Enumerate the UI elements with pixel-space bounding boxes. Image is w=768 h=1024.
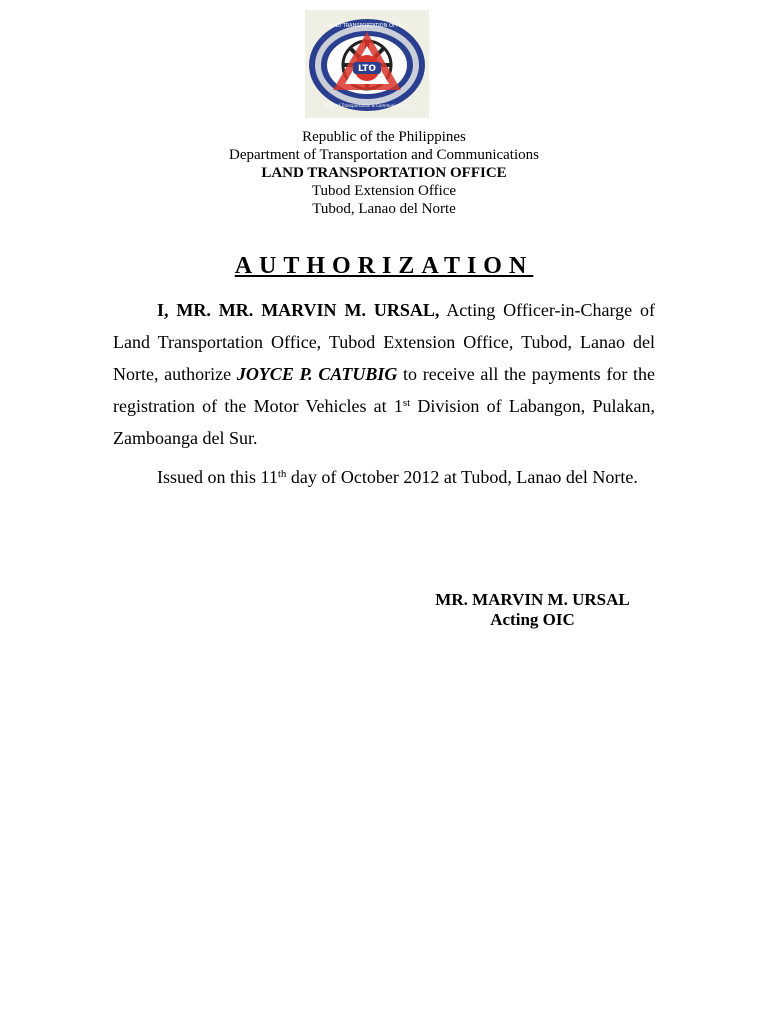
paragraph1-text-b: to receive all the payments for the registration of the Motor Vehicles at 1 — [113, 364, 656, 416]
logo-center-text: LTO — [357, 64, 377, 74]
title-text: AUTHORIZATION — [234, 253, 534, 279]
logo-bottom-ring-text: Dept. of Transportation & Communications — [324, 103, 410, 108]
header-office: LAND TRANSPORTATION OFFICE — [261, 165, 507, 181]
header-location: Tubod, Lanao del Norte — [312, 201, 456, 217]
paragraph1-text-a: Acting Officer-in-Charge of Land Transportation Office, Tubod Extension Office, Tubod, Lanao del Norte, authorize — [113, 300, 655, 384]
signatory-name: MR. MARVIN M. URSAL — [435, 590, 630, 609]
paragraph2-ordinal: th — [277, 468, 287, 480]
lto-logo — [305, 10, 429, 118]
header-department: Department of Transportation and Communications — [229, 147, 539, 163]
header-republic: Republic of the Philippines — [302, 129, 466, 145]
authorizer-name: I, MR. MR. MARVIN M. URSAL, — [157, 300, 440, 320]
header-extension: Tubod Extension Office — [311, 183, 457, 199]
issued-paragraph — [113, 466, 655, 488]
signature-block — [390, 590, 675, 630]
paragraph2-text-a: Issued on this 11 — [157, 467, 278, 487]
document-title — [0, 251, 768, 281]
letterhead — [0, 128, 768, 218]
signatory-position: Acting OIC — [490, 610, 575, 629]
authorization-paragraph — [113, 294, 655, 454]
logo-ring-text: LAND TRANSPORTATION OFFICE — [327, 23, 407, 29]
paragraph2-text-b: day of October 2012 at Tubod, Lanao del Norte. — [286, 467, 638, 487]
paragraph1-ordinal: st — [402, 397, 411, 409]
paragraph1-text-c: Division of Labangon, Pulakan, Zamboanga del Sur. — [113, 396, 655, 448]
authorized-person: JOYCE P. CATUBIG — [236, 364, 398, 384]
